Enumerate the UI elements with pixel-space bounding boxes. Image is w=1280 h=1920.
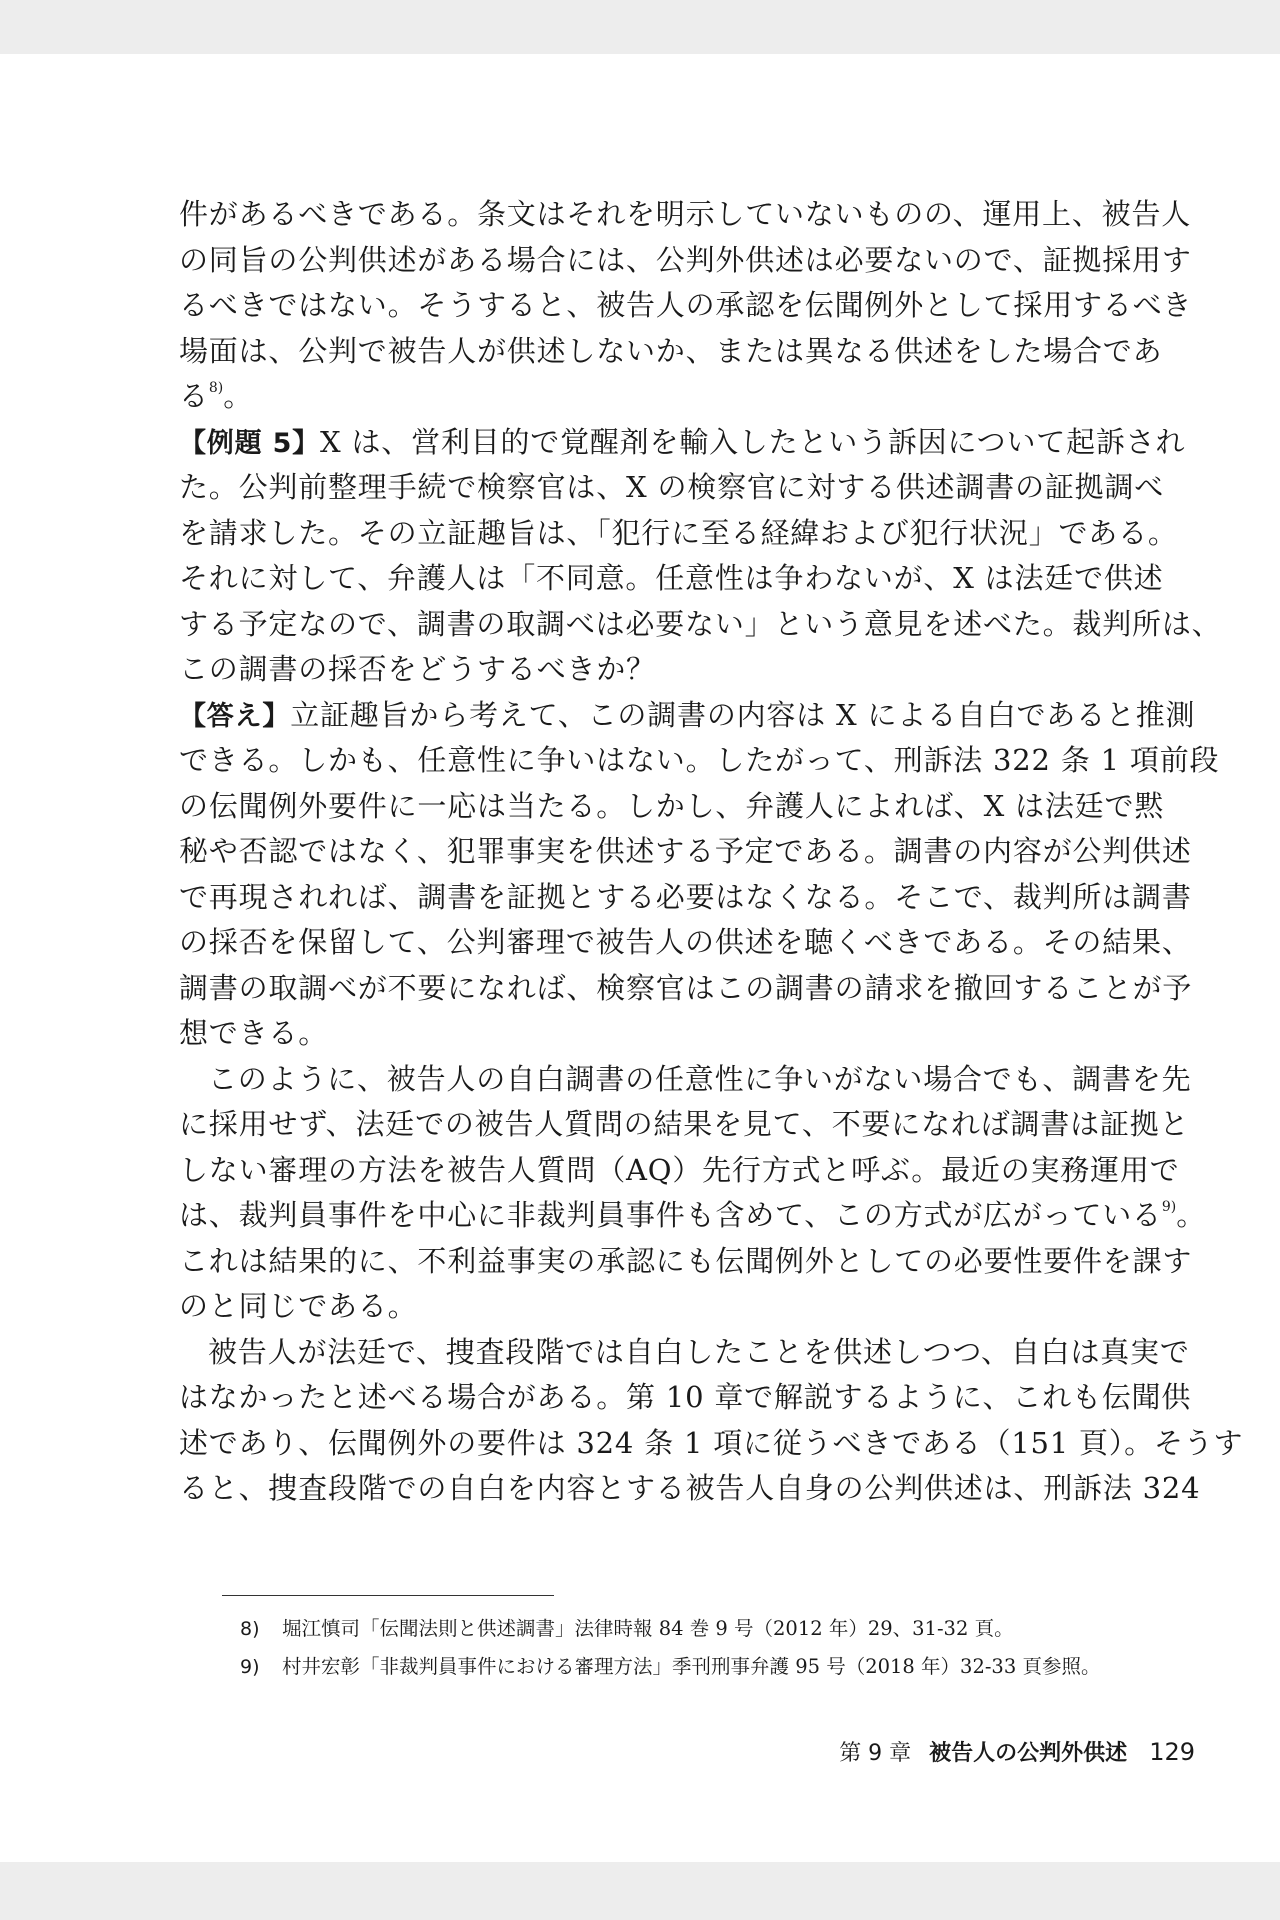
text-line: を請求した。その立証趣旨は、「犯行に至る経緯および犯行状況」である。: [179, 515, 1178, 550]
text-line: ると、捜査段階での自白を内容とする被告人自身の公判供述は、刑訴法 324: [179, 1471, 1201, 1505]
text-fragment: 。: [223, 379, 253, 413]
book-page: [0, 54, 1280, 1862]
footnote-number: 9): [240, 1656, 260, 1678]
answer-heading-line: [179, 693, 1196, 739]
paragraph-first-line: [179, 1057, 1192, 1103]
text-line: 場面は、公判で被告人が供述しないか、または異なる供述をした場合であ: [179, 333, 1163, 368]
footnote-text: 堀江慎司「伝聞法則と供述調書」法律時報 84 巻 9 号（2012 年）29、31-32 頁。: [282, 1617, 1014, 1640]
text-fragment: る: [179, 379, 209, 413]
text-line: しない審理の方法を被告人質問（AQ）先行方式と呼ぶ。最近の実務運用で: [179, 1152, 1180, 1187]
footnote-number: 8): [240, 1618, 260, 1640]
text-line: るべきではない。そうすると、被告人の承認を伝聞例外として採用するべき: [179, 288, 1193, 322]
answer-label: 【答え】: [179, 700, 291, 732]
text-line: た。公判前整理手続で検察官は、X の検察官に対する供述調書の証拠調べ: [179, 470, 1165, 504]
text-fragment: 立証趣旨から考えて、この調書の内容は X による自白であると推測: [290, 697, 1196, 732]
footnote-text: 村井宏彰「非裁判員事件における審理方法」季刊刑事弁護 95 号（2018 年）32-33 頁参照。: [282, 1655, 1101, 1678]
text-line: する予定なので、調書の取調べは必要ない」という意見を述べた。裁判所は、: [179, 606, 1222, 641]
body-text: [179, 192, 1244, 1512]
text-fragment: 被告人が法廷で、捜査段階では自白したことを供述しつつ、自白は真実で: [208, 1334, 1190, 1369]
footnote-ref-8[interactable]: 8): [208, 380, 224, 396]
text-line: これは結果的に、不利益事実の承認にも伝聞例外としての必要性要件を課す: [179, 1243, 1193, 1278]
example-label: 【例題 5】: [179, 427, 320, 459]
text-fragment: 。: [1176, 1198, 1207, 1232]
text-line: 想できる。: [179, 1016, 329, 1050]
text-line: の採否を保留して、公判審理で被告人の供述を聴くべきである。その結果、: [179, 925, 1192, 959]
paragraph-first-line: [179, 1330, 1190, 1376]
text-line: はなかったと述べる場合がある。第 10 章で解説するように、これも伝聞供: [179, 1380, 1192, 1414]
viewer-top-bar: [0, 0, 1280, 54]
chapter-title: 被告人の公判外供述: [929, 1741, 1128, 1766]
text-line: [179, 374, 1137, 420]
page-number: 129: [1149, 1738, 1195, 1766]
text-fragment: は、裁判員事件を中心に非裁判員事件も含めて、この方式が広がっている: [179, 1198, 1162, 1232]
example-heading-line: [179, 420, 1186, 466]
running-footer: [839, 1736, 1195, 1767]
footnote-item: [240, 1648, 1140, 1686]
text-line: のと同じである。: [179, 1289, 418, 1323]
text-line: の伝聞例外要件に一応は当たる。しかし、弁護人によれば、X は法廷で黙: [179, 788, 1165, 823]
footnotes: [240, 1610, 1140, 1686]
text-line: の同旨の公判供述がある場合には、公判外供述は必要ないので、証拠採用す: [179, 242, 1192, 277]
text-line: 述であり、伝聞例外の要件は 324 条 1 項に従うべきである（151 頁）。そうす: [179, 1425, 1244, 1460]
footnote-ref-9[interactable]: 9): [1161, 1199, 1177, 1215]
text-line: 秘や否認ではなく、犯罪事実を供述する予定である。調書の内容が公判供述: [179, 834, 1192, 868]
text-line: [179, 1193, 1207, 1239]
text-line: 件があるべきである。条文はそれを明示していないものの、運用上、被告人: [179, 197, 1192, 231]
viewer-bottom-bar: [0, 1862, 1280, 1920]
text-line: に採用せず、法廷での被告人質問の結果を見て、不要になれば調書は証拠と: [179, 1107, 1190, 1141]
text-line: で再現されれば、調書を証拠とする必要はなくなる。そこで、裁判所は調書: [179, 879, 1192, 914]
text-line: この調書の採否をどうするべきか？: [179, 652, 656, 686]
footnote-divider: [222, 1595, 554, 1596]
text-fragment: このように、被告人の自白調書の任意性に争いがない場合でも、調書を先: [208, 1061, 1192, 1096]
text-line: それに対して、弁護人は「不同意。任意性は争わないが、X は法廷で供述: [179, 561, 1164, 595]
text-line: 調書の取調べが不要になれば、検察官はこの調書の請求を撤回することが予: [179, 970, 1193, 1005]
chapter-label: 第 9 章: [839, 1741, 912, 1766]
text-line: できる。しかも、任意性に争いはない。したがって、刑訴法 322 条 1 項前段: [179, 743, 1220, 777]
text-fragment: X は、営利目的で覚醒剤を輸入したという訴因について起訴され: [320, 424, 1186, 459]
footnote-item: [240, 1610, 1140, 1648]
